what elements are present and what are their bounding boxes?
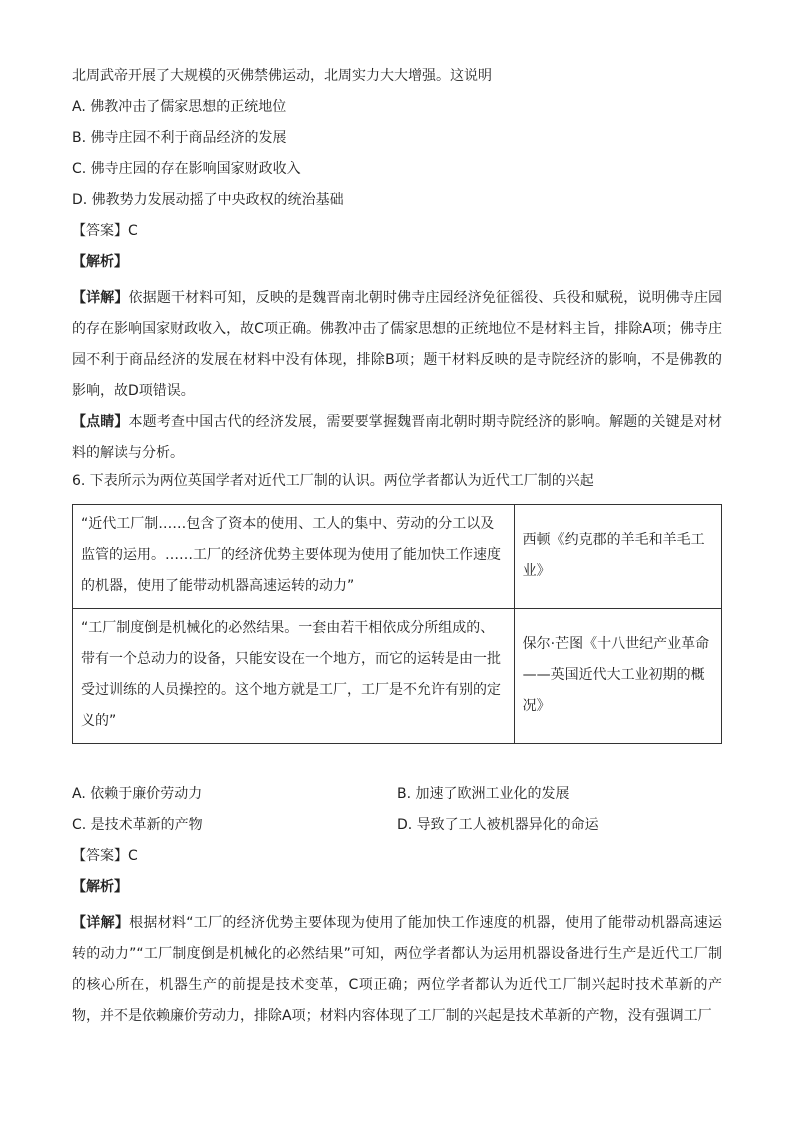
source-cell: 保尔·芒图《十八世纪产业革命——英国近代大工业初期的概况》 <box>514 609 721 744</box>
q6-analysis-label: 【解析】 <box>72 879 128 895</box>
q5-analysis-label: 【解析】 <box>72 254 128 270</box>
q5-detail <box>72 283 722 407</box>
q6-stem: 6. 下表所示为两位英国学者对近代工厂制的认识。两位学者都认为近代工厂制的兴起 <box>72 473 594 489</box>
q5-point <box>72 407 722 469</box>
source-cell: 西顿《约克郡的羊毛和羊毛工业》 <box>514 505 721 609</box>
q5-option-c: C. 佛寺庄园的存在影响国家财政收入 <box>72 161 301 177</box>
q5-option-a: A. 佛教冲击了儒家思想的正统地位 <box>72 99 287 115</box>
q6-options <box>72 784 722 846</box>
q5-point-text: 本题考查中国古代的经济发展，需要要掌握魏晋南北朝时期寺院经济的影响。解题的关键是对材料的解读与分析。 <box>72 414 723 461</box>
document-page <box>72 66 722 1032</box>
q5-option-d: D. 佛教势力发展动摇了中央政权的统治基础 <box>72 192 344 208</box>
q5-detail-text: 依据题干材料可知，反映的是魏晋南北朝时佛寺庄园经济免征徭役、兵役和赋税，说明佛寺庄园的存在影响国家财政收入，故C项正确。佛教冲击了儒家思想的正统地位不是材料主旨，排除A项；佛寺庄园不利于商品经济的发展在材料中没有体现，排除B项；题干材料反映的是寺院经济的影响，不是佛教的影响，故D项错误。 <box>72 290 723 399</box>
q5-detail-label: 【详解】 <box>72 290 129 306</box>
q5-point-label: 【点睛】 <box>72 414 129 430</box>
quote-cell: “工厂制度倒是机械化的必然结果。一套由若干相依成分所组成的、带有一个总动力的设备，只能安设在一个地方，而它的运转是由一批受过训练的人员操控的。这个地方就是工厂，工厂是不允许有别的定义的” <box>73 609 515 744</box>
q5-answer: 【答案】C <box>72 223 138 239</box>
q6-material-table <box>72 504 722 744</box>
q5-option-b: B. 佛寺庄园不利于商品经济的发展 <box>72 130 287 146</box>
q6-detail-label: 【详解】 <box>72 915 130 931</box>
q6-option-a: A. 依赖于廉价劳动力 <box>72 786 203 802</box>
q6-option-d: D. 导致了工人被机器异化的命运 <box>397 817 599 833</box>
q6-option-b: B. 加速了欧洲工业化的发展 <box>397 786 570 802</box>
quote-cell: “近代工厂制……包含了资本的使用、工人的集中、劳动的分工以及监管的运用。……工厂的经济优势主要体现为使用了能加快工作速度的机器，使用了能带动机器高速运转的动力” <box>73 505 515 609</box>
q6-detail-text: 根据材料“工厂的经济优势主要体现为使用了能加快工作速度的机器，使用了能带动机器高速运转的动力”“工厂制度倒是机械化的必然结果”可知，两位学者都认为运用机器设备进行生产是近代工厂制的核心所在，机器生产的前提是技术变革，C项正确；两位学者都认为近代工厂制兴起时技术革新的产物，并不是依赖廉价劳动力，排除A项；材料内容体现了工厂制的兴起是技术革新的产物，没有强调工厂 <box>72 915 722 1024</box>
q6-answer: 【答案】C <box>72 848 138 864</box>
q6-option-c: C. 是技术革新的产物 <box>72 817 203 833</box>
table-row <box>73 609 722 744</box>
q5-stem-tail: 北周武帝开展了大规模的灭佛禁佛运动，北周实力大大增强。这说明 <box>72 68 492 84</box>
table-row <box>73 505 722 609</box>
q6-detail <box>72 908 722 1032</box>
